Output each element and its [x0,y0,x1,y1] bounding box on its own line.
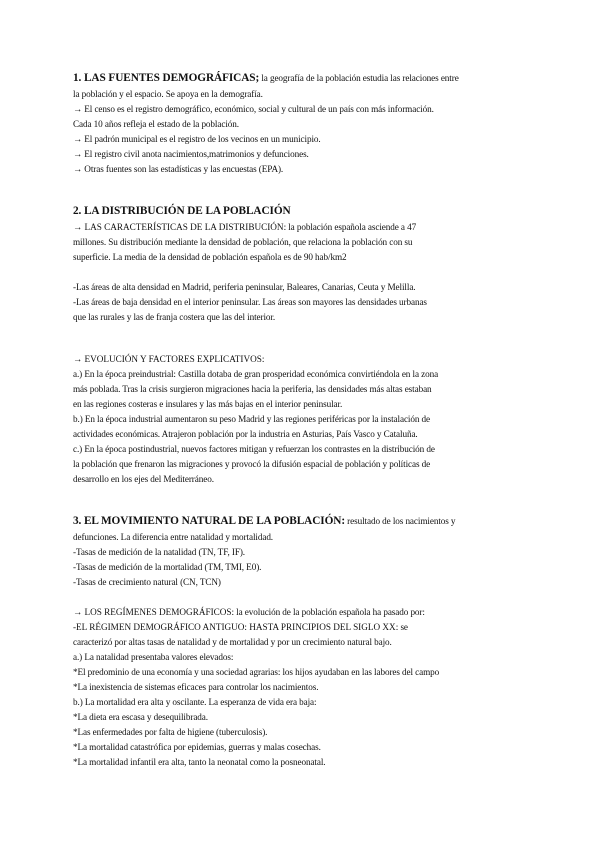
evolution-line: actividades económicas. Atrajeron población por la industria en Asturias, País Vasco y Cataluña. [73,429,418,439]
regimes-tail: : la evolución de la población española ha pasado por: [231,607,425,617]
section2-title: 2. LA DISTRIBUCIÓN DE LA POBLACIÓN [73,205,291,217]
density-line: que las rurales y las de franja costera que las del interior. [73,312,276,322]
old-regime-tail: se [398,622,408,632]
section3-line: -Tasas de medición de la natalidad (TN, TF, IF). [73,547,245,557]
section3-line: -Tasas de crecimiento natural (CN, TCN) [73,577,221,587]
old-regime-head: -EL RÉGIMEN DEMOGRÁFICO ANTIGUO: HASTA PRINCIPIOS DEL SIGLO XX: [73,622,399,632]
old-regime-line: b.) La mortalidad era alta y oscilante. La esperanza de vida era baja: [73,697,317,707]
characteristics-tail: : la población española asciende a 47 [283,222,417,232]
section1-title: 1. LAS FUENTES DEMOGRÁFICAS; [73,72,260,84]
section3-heading [73,515,543,528]
section3-title: 3. EL MOVIMIENTO NATURAL DE LA POBLACIÓN: [73,515,345,527]
section1-line: → Otras fuentes son las estadísticas y las encuestas (EPA). [73,164,284,174]
old-regime-heading [73,621,543,634]
old-regime-line: a.) La natalidad presentaba valores elevados: [73,652,234,662]
section1-heading [73,72,543,85]
section1-line: la población y el espacio. Se apoya en la demografía. [73,89,263,99]
evolution-heading: → EVOLUCIÓN Y FACTORES EXPLICATIVOS: [73,354,265,364]
section1-line: → El registro civil anota nacimientos,matrimonios y defunciones. [73,149,309,159]
old-regime-line: caracterizó por altas tasas de natalidad y de mortalidad y por un crecimiento natural bajo. [73,637,392,647]
section3-title-tail: resultado de los nacimientos y [344,516,456,526]
evolution-line: c.) En la época postindustrial, nuevos factores mitigan y refuerzan los contrastes en la distribución de [73,444,435,454]
density-line: -Las áreas de alta densidad en Madrid, periferia peninsular, Baleares, Canarias, Ceuta y Melilla. [73,282,416,292]
old-regime-line: *El predominio de una economía y una sociedad agrarias: los hijos ayudaban en las labores del campo [73,667,440,677]
section2-characteristics-heading [73,221,543,234]
old-regime-line: *Las enfermedades por falta de higiene (tuberculosis). [73,727,268,737]
section2-line: millones. Su distribución mediante la densidad de población, que relaciona la población con su [73,237,413,247]
old-regime-line: *La inexistencia de sistemas eficaces para controlar los nacimientos. [73,682,319,692]
regimes-head: → LOS REGÍMENES DEMOGRÁFICOS [73,607,232,617]
evolution-line: desarrollo en los ejes del Mediterráneo. [73,474,214,484]
old-regime-line: *La mortalidad catastrófica por epidemias, guerras y malas cosechas. [73,742,321,752]
evolution-line: la población que frenaron las migraciones y provocó la difusión espacial de población y políticas de [73,459,431,469]
density-line: -Las áreas de baja densidad en el interior peninsular. Las áreas son mayores las densidades urbanas [73,297,427,307]
section3-line: defunciones. La diferencia entre natalidad y mortalidad. [73,532,274,542]
evolution-line: a.) En la época preindustrial: Castilla dotaba de gran prosperidad económica convirtiéndola en la zona [73,369,439,379]
characteristics-head: → LAS CARACTERÍSTICAS DE LA DISTRIBUCIÓN [73,222,284,232]
evolution-line: en las regiones costeras e insulares y las más bajas en el interior peninsular. [73,399,343,409]
section1-line: Cada 10 años refleja el estado de la población. [73,119,239,129]
evolution-line: b.) En la época industrial aumentaron su peso Madrid y las regiones periféricas por la instalación de [73,414,431,424]
regimes-heading [73,606,543,619]
evolution-line: más poblada. Tras la crisis surgieron migraciones hacia la periferia, las densidades más altas estaban [73,384,432,394]
section1-line: → El censo es el registro demográfico, económico, social y cultural de un país con más información. [73,104,434,114]
section3-line: -Tasas de medición de la mortalidad (TM, TMI, E0). [73,562,262,572]
section2-line: superficie. La media de la densidad de población española es de 90 hab/km2 [73,252,347,262]
old-regime-line: *La mortalidad infantil era alta, tanto la neonatal como la posneonatal. [73,757,326,767]
section1-title-tail: la geografía de la población estudia las relaciones entre [259,73,459,83]
old-regime-line: *La dieta era escasa y desequilibrada. [73,712,208,722]
section1-line: → El padrón municipal es el registro de los vecinos en un municipio. [73,134,321,144]
